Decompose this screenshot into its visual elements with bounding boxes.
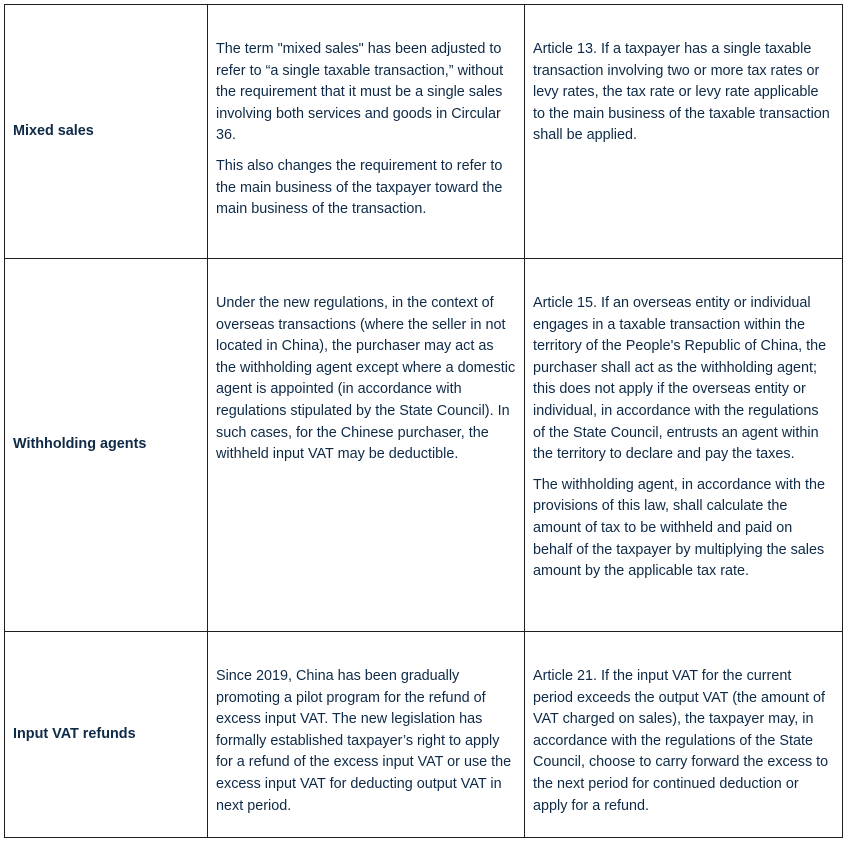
topic-cell: Mixed sales bbox=[5, 5, 208, 259]
summary-cell bbox=[208, 5, 525, 259]
law-text-cell bbox=[525, 632, 843, 838]
table-row-withholding-agents bbox=[5, 259, 843, 632]
summary-cell bbox=[208, 259, 525, 632]
law-paragraph: Article 15. If an overseas entity or individual engages in a taxable transaction within the territory of the People's Republic of China, the purchaser shall act as the withholding agent; this does not apply if the overseas entity or individual, in accordance with the regulations of the State Council, entrusts an agent within the territory to declare and pay the taxes. bbox=[533, 295, 827, 463]
law-paragraph: The withholding agent, in accordance with the provisions of this law, shall calculate the amount of tax to be withheld and paid on behalf of the taxpayer by multiplying the sales amount by the applicable tax rate. bbox=[533, 476, 825, 580]
law-paragraph: Article 13. If a taxpayer has a single taxable transaction involving two or more tax rates or levy rates, the tax rate or levy rate applicable to the main business of the taxable transaction shall be applied. bbox=[533, 41, 830, 144]
topic-cell: Input VAT refunds bbox=[5, 632, 208, 838]
vat-comparison-table bbox=[4, 4, 843, 838]
law-text-cell bbox=[525, 259, 843, 632]
summary-paragraph: Under the new regulations, in the context of overseas transactions (where the seller in not located in China), the purchaser may act as the withholding agent except where a domestic agent is appointed (in accordance with regulations stipulated by the State Council). In such cases, for the Chinese purchaser, the withheld input VAT may be deductible. bbox=[216, 295, 516, 463]
summary-cell bbox=[208, 632, 525, 838]
table-row-input-vat-refunds bbox=[5, 632, 843, 838]
topic-cell: Withholding agents bbox=[5, 259, 208, 632]
law-paragraph: Article 21. If the input VAT for the current period exceeds the output VAT (the amount of VAT charged on sales), the taxpayer may, in accordance with the regulations of the State Council, choose to carry forward the excess to the next period for continued deduction or apply for a refund. bbox=[533, 668, 829, 814]
table-row-mixed-sales bbox=[5, 5, 843, 259]
summary-paragraph: This also changes the requirement to refer to the main business of the taxpayer toward the main business of the transaction. bbox=[216, 157, 503, 218]
law-text-cell bbox=[525, 5, 843, 259]
summary-paragraph: The term "mixed sales" has been adjusted to refer to “a single taxable transaction,” without the requirement that it must be a single sales involving both services and goods in Circular 36. bbox=[216, 41, 504, 144]
summary-paragraph: Since 2019, China has been gradually promoting a pilot program for the refund of excess input VAT. The new legislation has formally established taxpayer’s right to apply for a refund of the excess input VAT or use the excess input VAT for deducting output VAT in next period. bbox=[216, 668, 512, 814]
